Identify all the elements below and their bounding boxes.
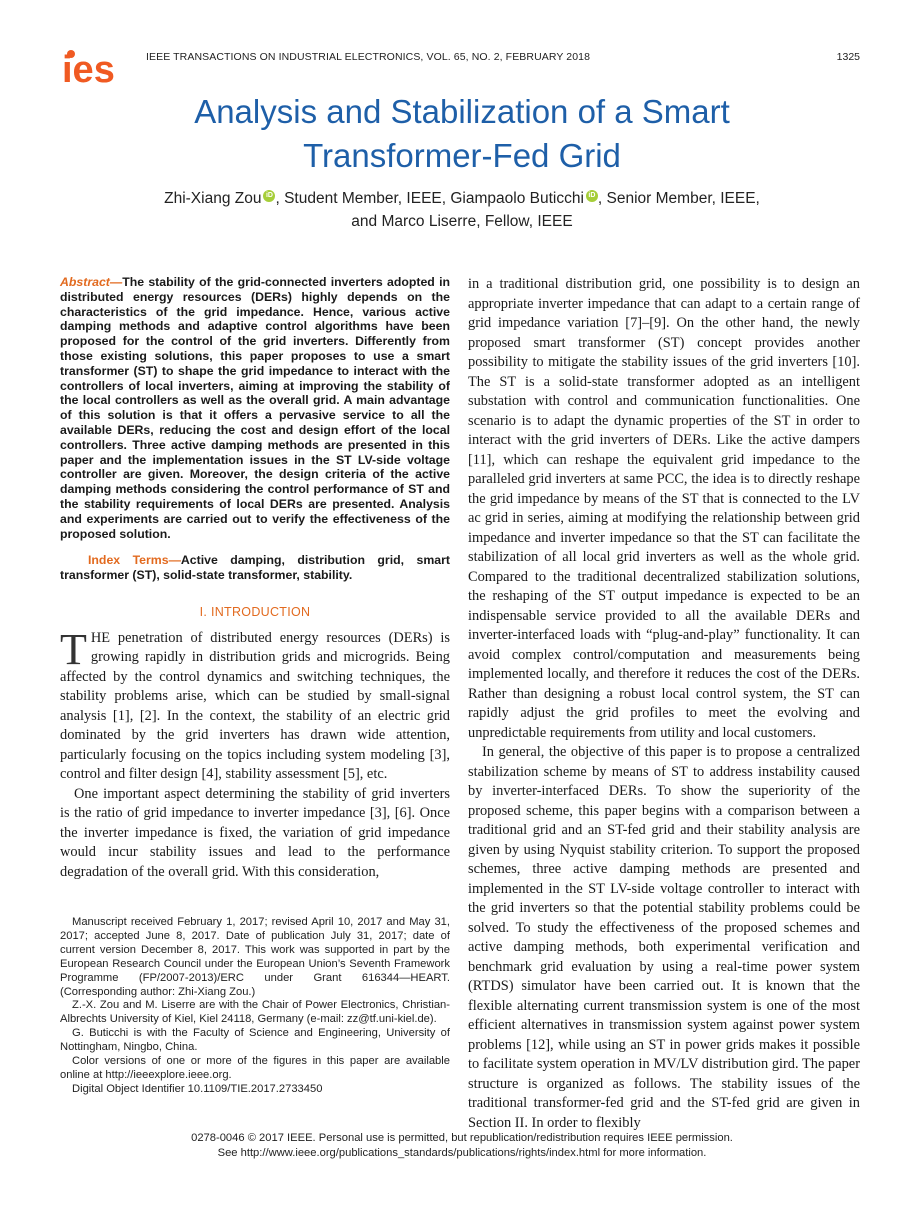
abstract <box>60 275 450 541</box>
footnote-manuscript: Manuscript received February 1, 2017; revised April 10, 2017 and May 31, 2017; accepted June 8, 2017. Date of publication July 31, 2017; date of current version December 8, 2017. This work was supported in part by the European Research Council under the European Union’s Seventh Framework Programme (FP/2007-2013)/ERC under Grant 616344—HEART. (Corresponding author: Zhi-Xiang Zou.) <box>60 916 450 998</box>
abstract-label: Abstract— <box>60 275 123 289</box>
index-terms-text: Active damping, distribution grid, smart transformer (ST), solid-state transformer, stability. <box>60 553 451 583</box>
orcid-icon[interactable]: iD <box>263 190 275 202</box>
right-column <box>468 275 860 1133</box>
author-name: Zhi-Xiang Zou <box>164 190 262 207</box>
paragraph: In general, the objective of this paper is to propose a centralized stabilization scheme by means of ST to address instability caused by inverter-interfaced DERs. To show the superiority of the proposed scheme, this paper begins with a comparison between a traditional grid and an ST-fed grid and their stability analysis are given by using Nyquist stability criterion. To support the proposed schemes, three active damping methods are presented and implemented in the ST LV-side voltage controller to interact with the grid inverters so that the potential stability problems could be solved. To study the effectiveness of the proposed schemes and active damping methods, both experimental verification and benchmark grid evaluation by using a real-time power system (RTDS) simulator have been carried out. It is known that the flexible alternating current transmission system is one of the most efficient alternatives in transmission system against power system problems [12], while using an ST in power grids makes it possible to facilitate system operation in MV/LV distribution gird. The paper structure is organized as follows. The stability issues of the traditional transformer-fed grid and the ST-fed grid are given in Section II. In order to flexibly <box>468 744 860 1131</box>
page-number: 1325 <box>836 51 860 63</box>
index-terms-label: Index Terms— <box>88 553 181 568</box>
footnote-doi: Digital Object Identifier 10.1109/TIE.2017.2733450 <box>72 1082 323 1095</box>
ies-logo-text: ies <box>62 49 115 90</box>
abstract-text: The stability of the grid-connected inverters adopted in distributed energy resources (DERs) highly depends on the characteristics of the grid impedance. Hence, various active damping methods and adaptive control algorithms have been proposed for the control of the grid inverters. Differently from those existing solutions, this paper proposes to use a smart transformer (ST) to shape the grid impedance to interact with the controllers of local inverters, aiming at improving the stability of the local controllers as well as the overall grid. A main advantage of this solution is that it offers a pervasive service to all the available DERs, reducing the cost and design effort of the local controllers. Three active damping methods are presented in this paper and the implementation issues in the ST LV-side voltage controller are given. Moreover, the design criteria of the active damping methods considering the control performance of ST and the stability requirements of local DERs are presented. Analysis and experiments are carried out to verify the effectiveness of the proposed solution. <box>60 275 450 541</box>
section-heading-introduction: I. INTRODUCTION <box>199 604 311 619</box>
author-affiliation: , Student Member, IEEE, Giampaolo Buticchi <box>275 190 584 207</box>
copyright-notice <box>60 1131 864 1161</box>
footnote-color: Color versions of one or more of the figures in this paper are available online at http://ieeexplore.ieee.org. <box>60 1055 450 1081</box>
running-head: IEEE TRANSACTIONS ON INDUSTRIAL ELECTRONICS, VOL. 65, NO. 2, FEBRUARY 2018 <box>146 51 591 63</box>
footnote-affiliation: Z.-X. Zou and M. Liserre are with the Chair of Power Electronics, Christian-Albrechts University of Kiel, Kiel 24118, Germany (e-mail: zz@tf.uni-kiel.de). <box>60 999 450 1026</box>
copyright-line: 0278-0046 © 2017 IEEE. Personal use is permitted, but republication/redistribution requires IEEE permission. <box>191 1132 733 1144</box>
orcid-icon[interactable]: iD <box>586 190 598 202</box>
copyright-link[interactable]: See http://www.ieee.org/publications_standards/publications/rights/index.html for more information. <box>217 1147 707 1159</box>
footnote-affiliation: G. Buticchi is with the Faculty of Science and Engineering, University of Nottingham, Ningbo, China. <box>60 1027 450 1054</box>
paragraph: One important aspect determining the stability of grid inverters is the ratio of grid impedance to inverter impedance [3], [6]. Once the inverter impedance is fixed, the variation of grid impedance would incur stability issues and lead to the performance degradation of the overall grid. With this consideration, <box>60 785 450 880</box>
ies-logo <box>58 44 130 90</box>
footnotes <box>60 916 450 1097</box>
left-column <box>60 275 450 882</box>
drop-cap: T <box>60 624 87 674</box>
index-terms <box>60 553 450 583</box>
paper-title: Analysis and Stabilization of a Smart Transformer-Fed Grid <box>194 93 730 174</box>
author-list <box>100 187 824 233</box>
paragraph <box>60 624 450 785</box>
paragraph: in a traditional distribution grid, one possibility is to design an appropriate inverter impedance that can adapt to a certain range of grid impedance variation [7]–[9]. On the other hand, the newly proposed smart transformer (ST) concept provides another possibility to mitigate the stability issues of the grid inverters [10]. The ST is a solid-state transformer adopted as an intelligent substation with control and communication functionalities. One scenario is to adapt the dynamic properties of the ST in order to interact with the grid inverters of DERs. Like the active dampers [11], which can reshape the equivalent grid impedance to the paralleled grid inverters at same PCC, the idea is to directly reshape the grid impedance by means of the ST that is connected to the LV ac grid in series, aiming at modifying the relationship between grid impedance and inverter impedance so that the ST can facilitate the stabilization of all local grid inverters as well as the whole grid. Compared to the traditional decentralized stabilization solutions, the reshaping of the ST output impedance is expected to be an indispensable service provided to all the available DERs and inverter-interfaced loads with “plug-and-play” functionality. It can avoid complex control/computation and measurements being implemented locally, and therefore it reduces the cost of the DERs. Rather than designing a robust local control system, the ST can rapidly adjust the grid profiles to meet the evolving and unpredictable requirements from utility and local customers. <box>468 276 860 741</box>
paragraph-text: HE penetration of distributed energy resources (DERs) is growing rapidly in distribution grids and microgrids. Being affected by the control dynamics and switching techniques, the stability problems arise, which can be studied by small-signal analysis [1], [2]. In the context, the stability of an electric grid dominated by the grid inverters has drawn wide attention, particularly focusing on the topics including system modeling [3], control and filter design [4], stability assessment [5], etc. <box>60 629 450 783</box>
author-line-2: and Marco Liserre, Fellow, IEEE <box>351 213 573 230</box>
author-affiliation: , Senior Member, IEEE, <box>597 190 760 207</box>
